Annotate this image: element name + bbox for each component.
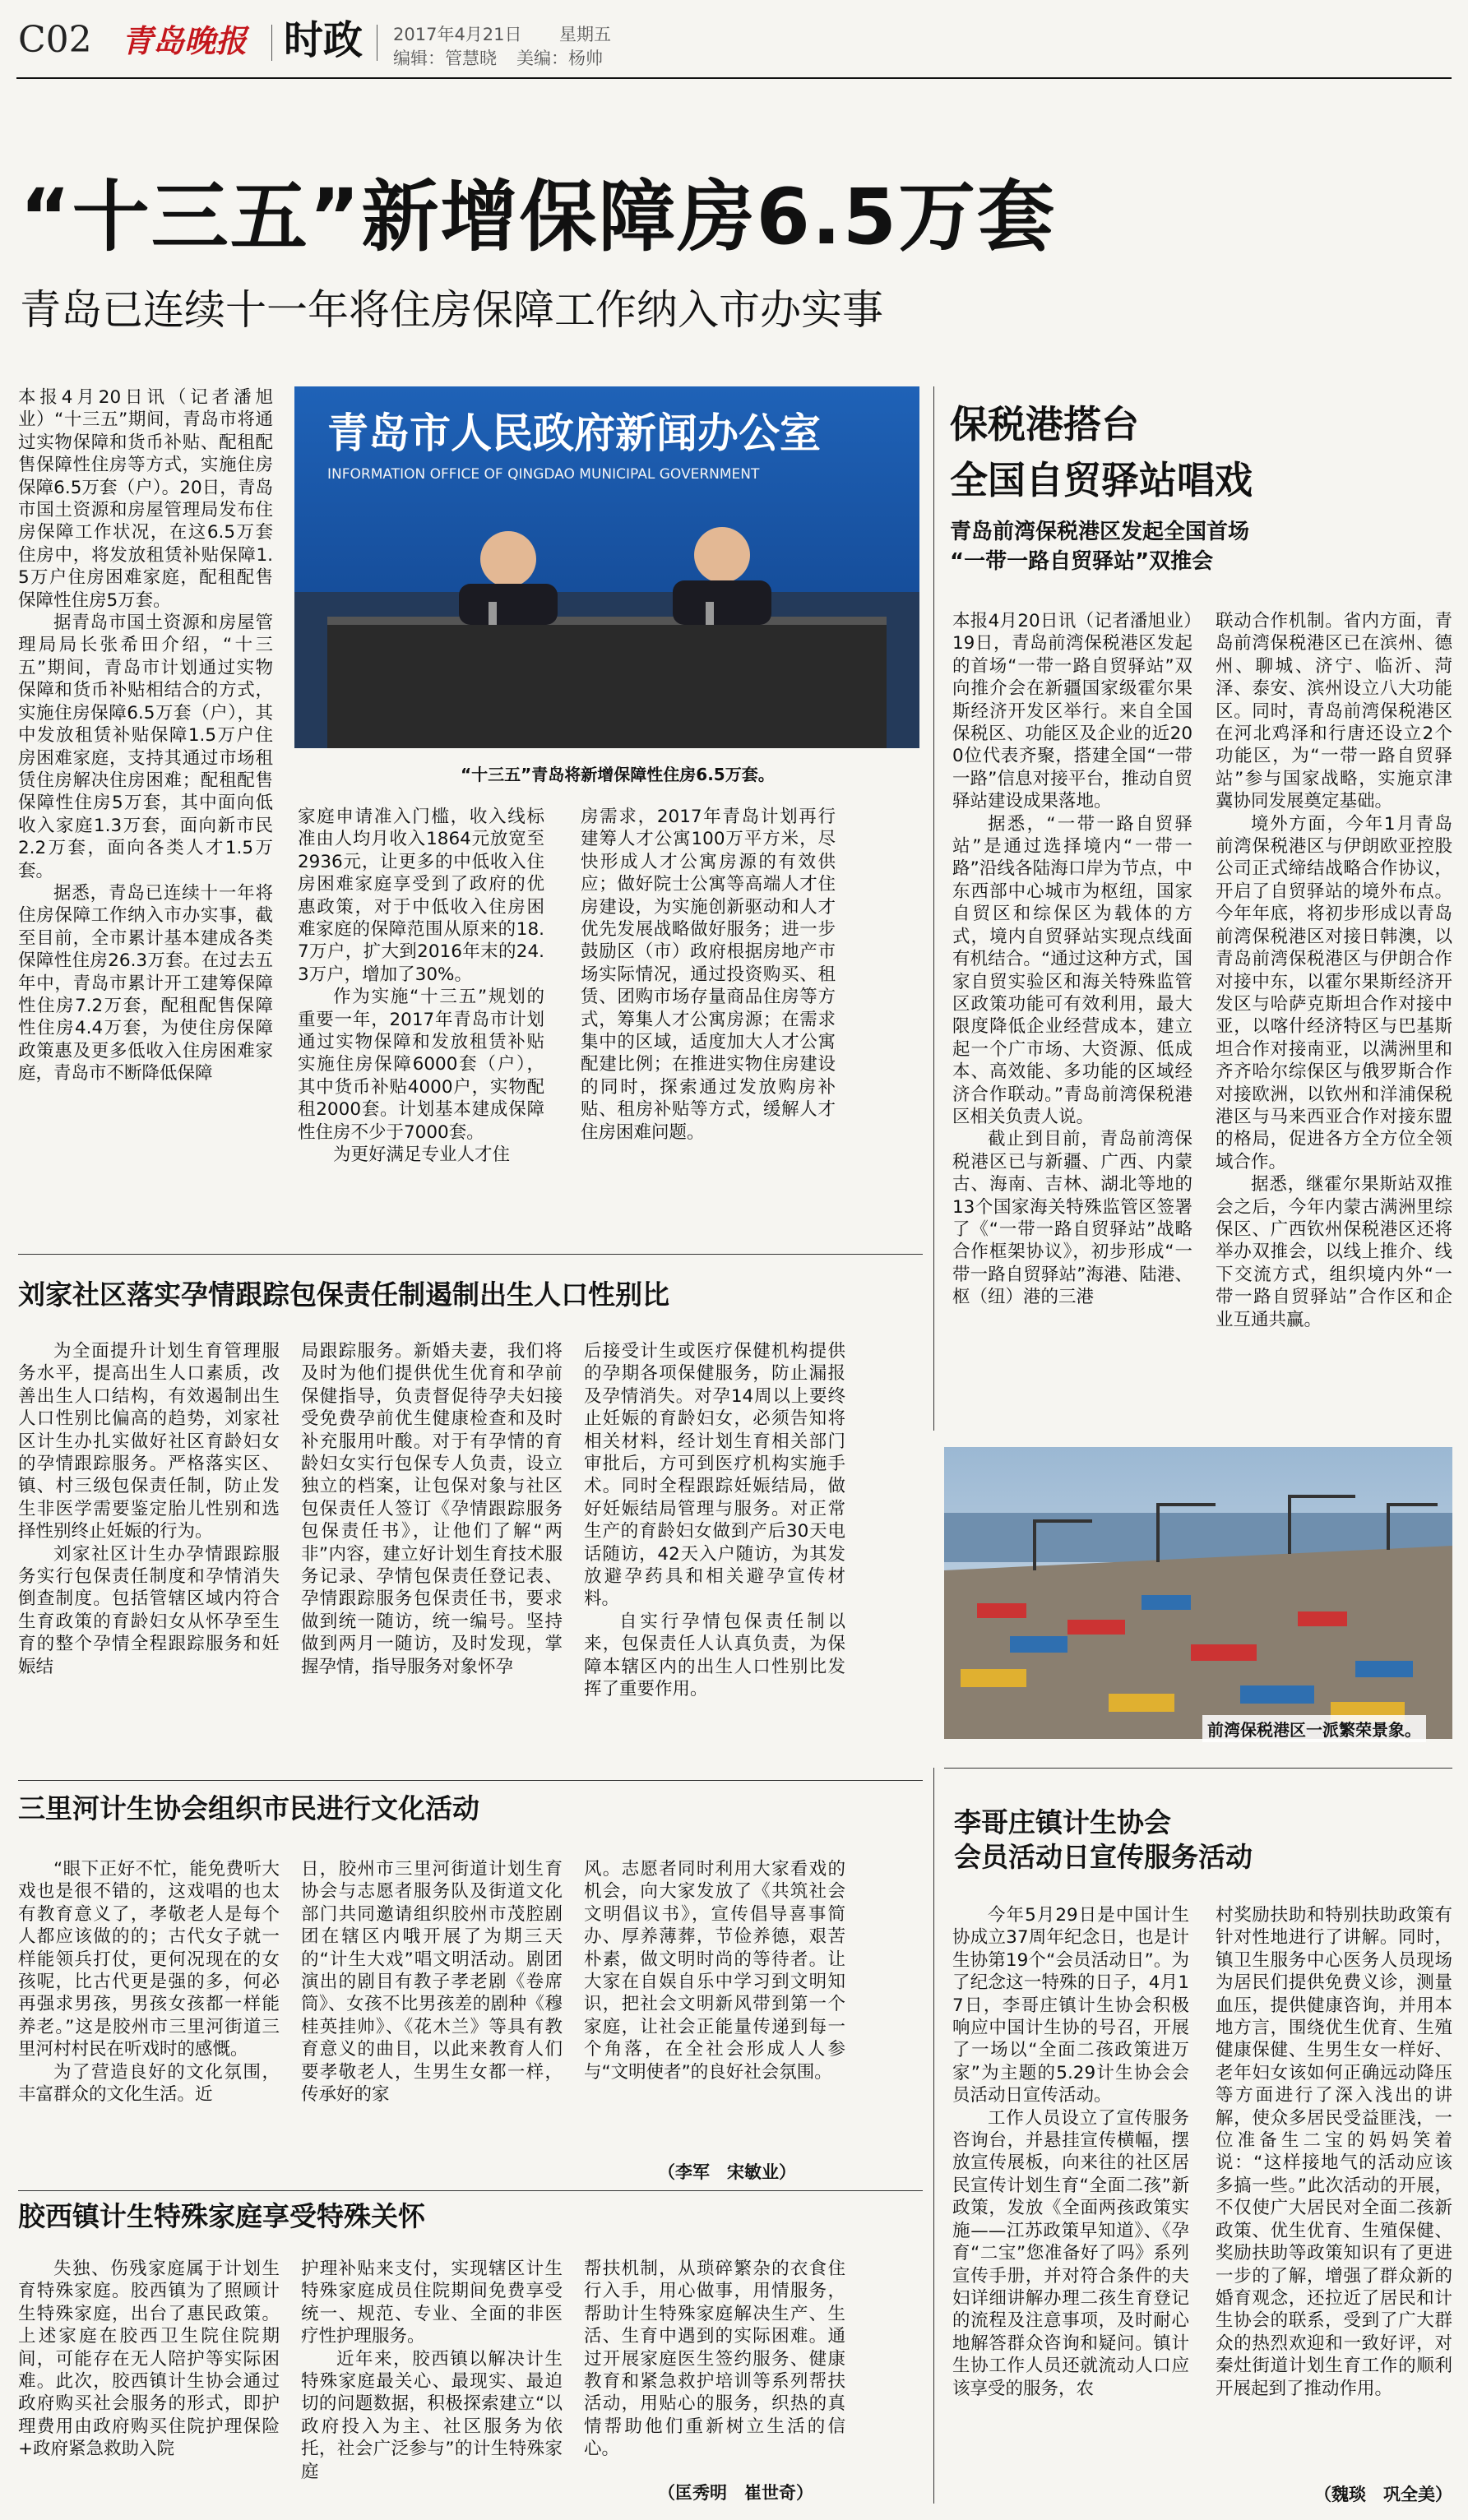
jiaoxi-column-2 xyxy=(301,2258,563,2504)
issue-date: 2017年4月21日 xyxy=(393,25,522,44)
liujia-paragraph: 为全面提升计划生育管理服务水平，提高出生人口素质，改善出生人口结构，有效遏制出生人口性别比偏高的趋势，刘家社区计生办扎实做好社区育龄妇女的孕情跟踪服务。严格落实区、镇、村三级包保责任制，防止发生非医学需要鉴定胎儿性别和选择性别终止妊娠的行为。 xyxy=(18,1341,280,1542)
sanlihe-paragraph: “眼下正好不忙，能免费听大戏也是很不错的，这戏唱的也太有教育意义了，孝敬老人是每个人都应该做的的；古代女子就一样能领兵打仗，更何况现在的女孩呢，比古代更是强的多，何必再强求男孩，男孩女孩都一样能养老。”这是胶州市三里河街道三里河村村民在听戏时的感慨。 xyxy=(18,1859,280,2060)
section-divider xyxy=(18,2190,923,2191)
sanlihe-paragraph: 日，胶州市三里河街道计划生育协会与志愿者服务队及街道文化部门共同邀请组织胶州市茂腔剧团在辖区内哦开展了为期三天的“计生大戏”唱文明活动。剧团演出的剧目有教子孝老剧《卷席筒》、女孩不比男孩差的剧种《穆桂英挂帅》、《花木兰》等具有教育意义的曲目，以此来教育人们要孝敬老人，生男生女都一样，传承好的家 xyxy=(301,1859,563,2106)
designer-credit: 美编：杨帅 xyxy=(516,49,603,68)
photo-banner-cn: 青岛市人民政府新闻办公室 xyxy=(327,409,821,457)
photo-banner-en: INFORMATION OFFICE OF QINGDAO MUNICIPAL GOVERNMENT xyxy=(327,466,760,483)
sanlihe-column-3 xyxy=(584,1858,845,2154)
ftz-title-line2: 全国自贸驿站唱戏 xyxy=(950,458,1253,502)
liujia-column-3 xyxy=(584,1340,845,1768)
ftz-subhead-line1: 青岛前湾保税港区发起全国首场 xyxy=(950,520,1250,544)
sanlihe-column-2 xyxy=(301,1858,563,2187)
ftz-column-1 xyxy=(952,610,1192,1424)
section-divider xyxy=(18,1780,923,1781)
lead-photo-caption: “十三五”青岛将新增保障性住房6.5万套。 xyxy=(461,765,775,784)
jiaoxi-paragraph: 护理补贴来支付，实现辖区计生特殊家庭成员住院期间免费享受统一、规范、专业、全面的非医疗性护理服务。 xyxy=(301,2259,563,2347)
liujia-paragraph: 局跟踪服务。新婚夫妻，我们将及时为他们提供优生优育和孕前保健指导，负责督促待孕夫妇接受免费孕前优生健康检查和及时补充服用叶酸。对于有孕情的育龄妇女实行包保专人负责，设立独立的档案，让包保对象与社区包保责任人签订《孕情跟踪服务包保责任书》，让他们了解“两非”内容，建立好计划生育技术服务记录、孕情包保责任登记表、孕情跟踪服务包保责任书，要求做到统一随访，统一编号。坚持做到两月一随访，及时发现，掌握孕情，指导服务对象怀孕 xyxy=(301,1341,563,1677)
sanlihe-signature: （李军 宋敏业） xyxy=(658,2162,796,2182)
ftz-paragraph: 截止到目前，青岛前湾保税港区已与新疆、广西、内蒙古、海南、吉林、湖北等地的13个国家海关特殊监管区签署了《“一带一路自贸驿站”战略合作框架协议》，初步形成“一带一路自贸驿站”海港、陆港、枢（纽）港的三港 xyxy=(952,1129,1192,1308)
sanlihe-column-1 xyxy=(18,1858,280,2187)
jiaoxi-paragraph: 失独、伤残家庭属于计划生育特殊家庭。胶西镇为了照顾计生特殊家庭，出台了惠民政策。上述家庭在胶西卫生院住院期间，可能存在无人陪护等实际困难。此次，胶西镇计生协会通过政府购买社会服务的形式，即护理费用由政府购买住院护理保险+政府紧急救助入院 xyxy=(18,2259,280,2460)
jiaoxi-title: 胶西镇计生特殊家庭享受特殊关怀 xyxy=(18,2200,425,2232)
liujia-title: 刘家社区落实孕情跟踪包保责任制遏制出生人口性别比 xyxy=(18,1278,669,1311)
jiaoxi-paragraph: 帮扶机制，从琐碎繁杂的衣食住行入手，用心做事，用情服务，帮助计生特殊家庭解决生产、生活、生育中遇到的实际困难。通过开展家庭医生签约服务、健康教育和紧急救护培训等系列帮扶活动，用贴心的服务，织热的真情帮助他们重新树立生活的信心。 xyxy=(584,2259,845,2460)
lead-column-2 xyxy=(298,806,544,1291)
ftz-paragraph: 本报4月20日讯（记者潘旭业）19日，青岛前湾保税港区发起的首场“一带一路自贸驿站”双向推介会在新疆国家级霍尔果斯经济开发区举行。来自全国保税区、功能区及企业的近200位代表齐聚，搭建全国“一带一路”信息对接平台，推动自贸驿站建设成果落地。 xyxy=(952,611,1192,812)
lead-paragraph: 据悉，青岛已连续十一年将住房保障工作纳入市办实事，截至目前，全市累计基本建成各类保障性住房26.3万套。在过去五年中，青岛市累计开工建筹保障性住房7.2万套，配租配售保障性住房4.4万套，为使住房保障政策惠及更多低收入住房困难家庭，青岛市不断降低保障 xyxy=(18,882,273,1084)
lead-headline: “十三五”新增保障房6.5万套 xyxy=(20,173,1057,262)
ligezhuang-signature: （魏琰 巩全美） xyxy=(1314,2485,1452,2504)
press-conference-photo xyxy=(294,386,919,748)
lead-paragraph: 房需求，2017年青岛计划再行建筹人才公寓100万平方米，尽快形成人才公寓房源的有效供应；做好院士公寓等高端人才住房建设，为实施创新驱动和人才优先发展战略做好服务；进一步鼓励区（市）政府根据房地产市场实际情况，通过投资购买、租赁、团购市场存量商品住房等方式，筹集人才公寓房源；在需求集中的区域，适度加大人才公寓配建比例；在推进实物住房建设的同时，探索通过发放购房补贴、租房补贴等方式，缓解人才住房困难问题。 xyxy=(581,807,836,1143)
ligezhuang-column-2 xyxy=(1216,1904,1452,2480)
ligezhuang-title-line1: 李哥庄镇计生协会 xyxy=(954,1806,1171,1838)
header-rule xyxy=(16,77,1452,79)
page-code: C02 xyxy=(18,19,92,61)
section-name: 时政 xyxy=(284,17,364,63)
ftz-column-2 xyxy=(1216,610,1452,1424)
jiaoxi-paragraph: 近年来，胶西镇以解决计生特殊家庭最关心、最现实、最迫切的问题数据，积极探索建立“以政府投入为主、社区服务为依托，社会广泛参与”的计生特殊家庭 xyxy=(301,2348,563,2482)
issue-weekday: 星期五 xyxy=(559,25,611,44)
jiaoxi-column-3 xyxy=(584,2258,845,2475)
jiaoxi-column-1 xyxy=(18,2258,280,2504)
editor-credit: 编辑：管慧晓 xyxy=(393,49,497,68)
ftz-subhead-line2: “一带一路自贸驿站”双推会 xyxy=(950,549,1214,574)
column-divider xyxy=(933,1768,934,2504)
liujia-paragraph: 后接受计生或医疗保健机构提供的孕期各项保健服务，防止漏报及孕情消失。对孕14周以上要终止妊娠的育龄妇女，必须告知将相关材料，经计划生育相关部门审批后，方可到医疗机构实施手术。同时全程跟踪妊娠结局，做好妊娠结局管理与服务。对正常生产的育龄妇女做到产后30天电话随访，42天入户随访，为其发放避孕药具和相关避孕宣传材料。 xyxy=(584,1341,845,1610)
paper-name: 青岛晚报 xyxy=(122,22,248,59)
header-divider xyxy=(271,25,272,61)
sanlihe-title: 三里河计生协会组织市民进行文化活动 xyxy=(18,1792,479,1824)
port-photo xyxy=(944,1447,1452,1739)
lead-column-1 xyxy=(18,386,273,1291)
liujia-paragraph: 自实行孕情包保责任制以来，包保责任人认真负责，为保障本辖区内的出生人口性别比发挥了重要作用。 xyxy=(584,1611,845,1700)
ftz-paragraph: 联动合作机制。省内方面，青岛前湾保税港区已在滨州、德州、聊城、济宁、临沂、菏泽、泰安、滨州设立八大功能区。同时，青岛前湾保税港区在河北鸡泽和行唐还设立2个功能区，为“一带一路自贸驿站”参与国家战略，实施京津冀协同发展奠定基础。 xyxy=(1216,611,1452,812)
liujia-paragraph: 刘家社区计生办孕情跟踪服务实行包保责任制度和孕情消失倒查制度。包括管辖区域内符合生育政策的育龄妇女从怀孕至生育的整个孕情全程跟踪服务和妊娠结 xyxy=(18,1543,280,1677)
ligezhuang-paragraph: 村奖励扶助和特别扶助政策有针对性地进行了讲解。同时，镇卫生服务中心医务人员现场为居民们提供免费义诊，测量血压，提供健康咨询，并用本地方言，围绕优生优育、生殖健康保健、生男生女一样好、老年妇女该如何正确远动降压等方面进行了深入浅出的讲解，使众多居民受益匪浅，一位准备生二宝的妈妈笑着说：“这样接地气的活动应该多搞一些。”此次活动的开展，不仅使广大居民对全面二孩新政策、优生优育、生殖保健、奖励扶助等政策知识有了更进一步的了解，增强了群众新的婚育观念，还拉近了居民和计生协会的联系，受到了广大群众的热烈欢迎和一致好评，对秦灶街道计划生育工作的顺利开展起到了推动作用。 xyxy=(1216,1905,1452,2399)
liujia-column-2 xyxy=(301,1340,563,1768)
ligezhuang-paragraph: 工作人员设立了宣传服务咨询台，并悬挂宣传横幅，摆放宣传展板，向来往的社区居民宣传计划生育“全面二孩”新政策，发放《全面两孩政策实施——江苏政策早知道》、《孕育“二宝”您准备好了吗》系列宣传手册，并对符合条件的夫妇详细讲解办理二孩生育登记的流程及注意事项，及时耐心地解答群众咨询和疑问。镇计生协工作人员还就流动人口应该享受的服务，农 xyxy=(952,2107,1189,2399)
lead-subhead: 青岛已连续十一年将住房保障工作纳入市办实事 xyxy=(20,286,883,334)
section-divider xyxy=(944,1768,1452,1769)
section-divider xyxy=(18,1254,923,1255)
ftz-paragraph: 境外方面，今年1月青岛前湾保税港区与伊朗欧亚控股公司正式缔结战略合作协议，开启了自贸驿站的境外布点。今年年底，将初步形成以青岛前湾保税港区对接日韩澳，以青岛前湾保税港区与伊朗合作对接中东，以霍尔果斯经济开发区与哈萨克斯坦合作对接中亚，以喀什经济特区与巴基斯坦合作对接南亚，以满洲里和齐齐哈尔综保区与俄罗斯合作对接欧洲，以钦州和洋浦保税港区与马来西亚合作对接东盟的格局，促进各方全方位全领域合作。 xyxy=(1216,813,1452,1172)
ligezhuang-paragraph: 今年5月29日是中国计生协成立37周年纪念日，也是计生协第19个“会员活动日”。为了纪念这一特殊的日子，4月17日，李哥庄镇计生协会积极响应中国计生协的号召，开展了一场以“全面二孩政策进万家”为主题的5.29计生协会会员活动日宣传活动。 xyxy=(952,1905,1189,2106)
ftz-title-line1: 保税港搭台 xyxy=(950,402,1139,446)
lead-paragraph: 为更好满足专业人才住 xyxy=(333,1144,511,1166)
jiaoxi-signature: （匡秀明 崔世奇） xyxy=(658,2483,813,2503)
lead-paragraph: 据青岛市国土资源和房屋管理局局长张希田介绍，“十三五”期间，青岛市计划通过实物保障和货币补贴相结合的方式，实施住房保障6.5万套（户），其中发放租赁补贴保障1.5万户住房困难家庭，支持其通过市场租赁住房解决住房困难；配租配售保障性住房5万套，其中面向低收入家庭1.3万套，面向新市民2.2万套，面向各类人才1.5万套。 xyxy=(18,613,273,881)
port-photo-caption: 前湾保税港区一派繁荣景象。 xyxy=(1202,1715,1426,1742)
ftz-paragraph: 据悉，继霍尔果斯站双推会之后，今年内蒙古满洲里综保区、广西钦州保税港区还将举办双推会，以线上推介、线下交流方式，组织境内外“一带一路自贸驿站”合作区和企业互通共赢。 xyxy=(1216,1174,1452,1330)
lead-paragraph: 作为实施“十三五”规划的重要一年，2017年青岛市计划通过实物保障和发放租赁补贴实施住房保障6000套（户），其中货币补贴4000户，实物配租2000套。计划基本建成保障性住房不少于7000套。 xyxy=(298,987,544,1143)
lead-column-3 xyxy=(581,806,836,1291)
ftz-paragraph: 据悉，“一带一路自贸驿站”是通过选择境内“一带一路”沿线各陆海口岸为节点，中东西部中心城市为枢纽，国家自贸区和综保区为载体的方式，境内自贸驿站实现点线面有机结合。“通过这种方式，国家自贸实验区和海关特殊监管区政策功能可有效利用，最大限度降低企业经营成本，建立起一个广市场、大资源、低成本、高效能、多功能的区域经济合作联动。”青岛前湾保税港区相关负责人说。 xyxy=(952,813,1192,1127)
column-divider xyxy=(933,386,934,1431)
port-illustration xyxy=(944,1447,1452,1739)
ligezhuang-column-1 xyxy=(952,1904,1189,2504)
sanlihe-paragraph: 风。志愿者同时利用大家看戏的机会，向大家发放了《共筑社会文明倡议书》，宣传倡导喜事简办、厚养薄葬，节俭养德，艰苦朴素，做文明时尚的等待者。让大家在自娱自乐中学习到文明知识，把社会文明新风带到第一个家庭，让社会正能量传递到每一个角落，在全社会形成人人参与“文明使者”的良好社会氛围。 xyxy=(584,1859,845,2083)
lead-paragraph: 家庭申请准入门槛，收入线标准由人均月收入1864元放宽至2936元，让更多的中低收入住房困难家庭享受到了政府的优惠政策，对于中低收入住房困难家庭的保障范围从原来的18.7万户，扩大到2016年末的24.3万户，增加了30%。 xyxy=(298,807,544,985)
sanlihe-paragraph: 为了营造良好的文化氛围，丰富群众的文化生活。近 xyxy=(18,2061,280,2106)
liujia-column-1 xyxy=(18,1340,280,1768)
ligezhuang-title-line2: 会员活动日宣传服务活动 xyxy=(954,1841,1253,1873)
lead-paragraph: 本报4月20日讯（记者潘旭业）“十三五”期间，青岛市将通过实物保障和货币补贴、配租配售保障性住房等方式，实施住房保障6.5万套（户）。20日，青岛市国土资源和房屋管理局发布住房保障工作状况，在这6.5万套住房中，将发放租赁补贴保障1.5万户住房困难家庭，配租配售保障性住房5万套。 xyxy=(18,387,273,611)
